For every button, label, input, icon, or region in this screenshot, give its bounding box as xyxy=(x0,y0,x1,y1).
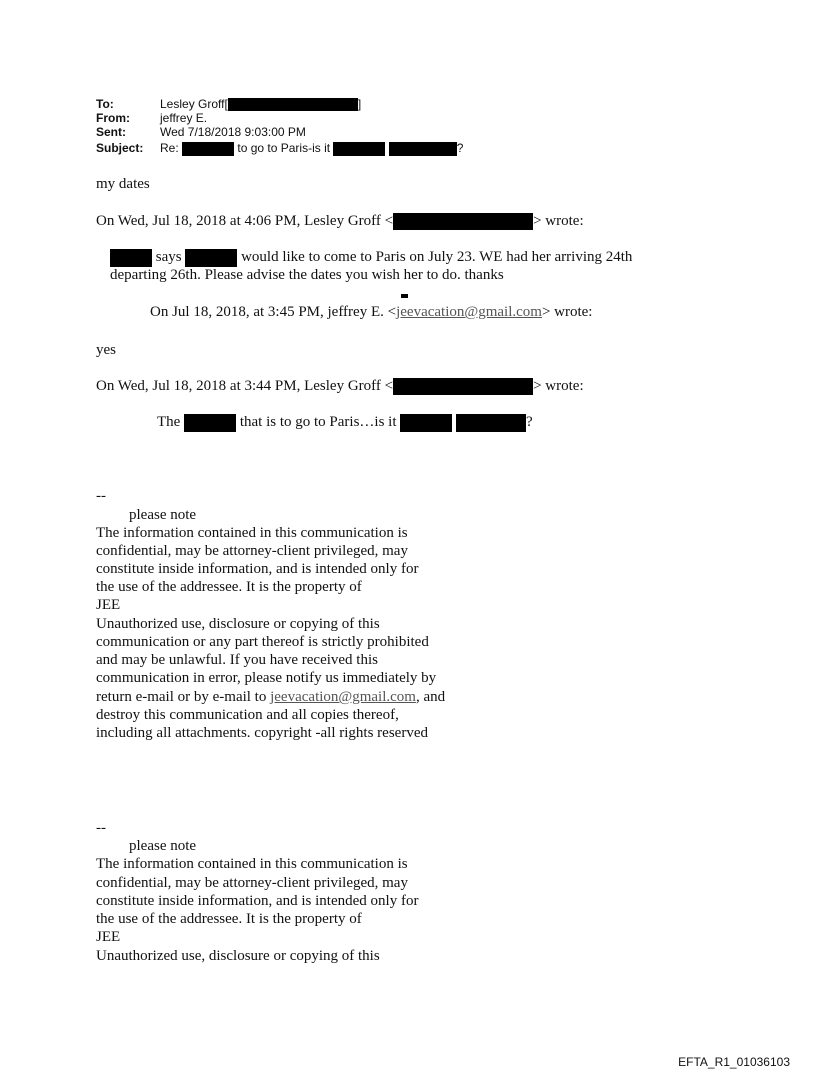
says-text: says xyxy=(155,249,182,265)
redaction-block xyxy=(393,213,533,230)
to-value: Lesley Groff[ xyxy=(160,97,228,111)
disclaimer-line: The information contained in this communication is xyxy=(96,856,408,872)
disclaimer-line: The information contained in this communication is xyxy=(96,525,408,541)
disclaimer-text: return e-mail or by e-mail to xyxy=(96,689,271,705)
disclaimer-line: Unauthorized use, disclosure or copying of this xyxy=(96,616,380,632)
reply2-intro: On Jul 18, 2018, at 3:45 PM, jeffrey E. < xyxy=(150,304,397,320)
reply3-intro: On Wed, Jul 18, 2018 at 3:44 PM, Lesley Groff < xyxy=(96,378,394,394)
from-value: jeffrey E. xyxy=(160,111,208,125)
document-id: EFTA_R1_01036103 xyxy=(678,1055,790,1069)
please-note: please note xyxy=(129,507,197,523)
from-label: From: xyxy=(96,111,130,125)
from-row xyxy=(96,111,207,125)
disclaimer-line: including all attachments. copyright -all rights reserved xyxy=(96,725,428,741)
disclaimer-line: the use of the addressee. It is the property of xyxy=(96,579,362,595)
redaction-block xyxy=(456,414,526,432)
sent-row xyxy=(96,125,306,139)
yes-line: yes xyxy=(96,342,116,358)
to-bracket: ] xyxy=(357,97,362,111)
reply3-wrote: > wrote: xyxy=(533,378,584,394)
email-link[interactable]: jeevacation@gmail.com xyxy=(396,304,542,320)
redaction-block xyxy=(400,414,452,432)
sent-label: Sent: xyxy=(96,125,126,139)
orig-end: ? xyxy=(526,414,533,430)
disclaimer-line: destroy this communication and all copies thereof, xyxy=(96,707,399,723)
disclaimer-line: Unauthorized use, disclosure or copying of this xyxy=(96,948,380,964)
reply1-wrote: > wrote: xyxy=(533,213,584,229)
sig-dashes: -- xyxy=(96,488,106,504)
subject-label: Subject: xyxy=(96,141,144,155)
to-row xyxy=(96,97,361,111)
orig-the: The xyxy=(157,414,181,430)
disclaimer-line: confidential, may be attorney-client privileged, may xyxy=(96,543,408,559)
please-note: please note xyxy=(129,838,197,854)
redaction-block xyxy=(393,378,533,395)
disclaimer-line: JEE xyxy=(96,929,121,945)
redaction-block xyxy=(185,249,237,267)
groff-line-1-rest: would like to come to Paris on July 23. WE had her arriving 24th xyxy=(241,249,633,265)
disclaimer-line: and may be unlawful. If you have received this xyxy=(96,652,378,668)
groff-line-1 xyxy=(110,248,632,267)
reply2-header xyxy=(150,303,592,321)
redaction-block xyxy=(110,249,152,267)
reply1-intro: On Wed, Jul 18, 2018 at 4:06 PM, Lesley Groff < xyxy=(96,213,394,229)
my-dates-line: my dates xyxy=(96,176,150,192)
sig-dashes: -- xyxy=(96,820,106,836)
redaction-mark xyxy=(401,294,408,298)
disclaimer-line: communication in error, please notify us immediately by xyxy=(96,670,437,686)
subject-re: Re: xyxy=(160,141,179,155)
sent-value: Wed 7/18/2018 9:03:00 PM xyxy=(160,125,306,139)
reply1-header xyxy=(96,212,584,230)
email-link[interactable]: jeevacation@gmail.com xyxy=(270,689,416,705)
reply2-wrote: > wrote: xyxy=(541,304,593,320)
disclaimer-line: communication or any part thereof is strictly prohibited xyxy=(96,634,429,650)
redaction-block xyxy=(182,142,234,156)
redaction-block xyxy=(228,98,358,111)
subject-text: to go to Paris-is it xyxy=(237,141,331,155)
redaction-block xyxy=(389,142,457,156)
redaction-block xyxy=(184,414,236,432)
disclaimer-line xyxy=(96,688,445,706)
orig-mid: that is to go to Paris…is it xyxy=(239,414,397,430)
disclaimer-line: constitute inside information, and is intended only for xyxy=(96,561,419,577)
subject-end: ? xyxy=(456,141,464,155)
disclaimer-line: confidential, may be attorney-client privileged, may xyxy=(96,875,408,891)
disclaimer-line: the use of the addressee. It is the property of xyxy=(96,911,362,927)
disclaimer-text: , and xyxy=(415,689,446,705)
disclaimer-line: JEE xyxy=(96,597,121,613)
original-message xyxy=(157,413,533,432)
groff-line-2: departing 26th. Please advise the dates you wish her to do. thanks xyxy=(110,267,504,283)
to-label: To: xyxy=(96,97,114,111)
reply3-header xyxy=(96,377,584,395)
disclaimer-line: constitute inside information, and is intended only for xyxy=(96,893,419,909)
redaction-block xyxy=(333,142,385,156)
subject-row xyxy=(96,141,463,156)
